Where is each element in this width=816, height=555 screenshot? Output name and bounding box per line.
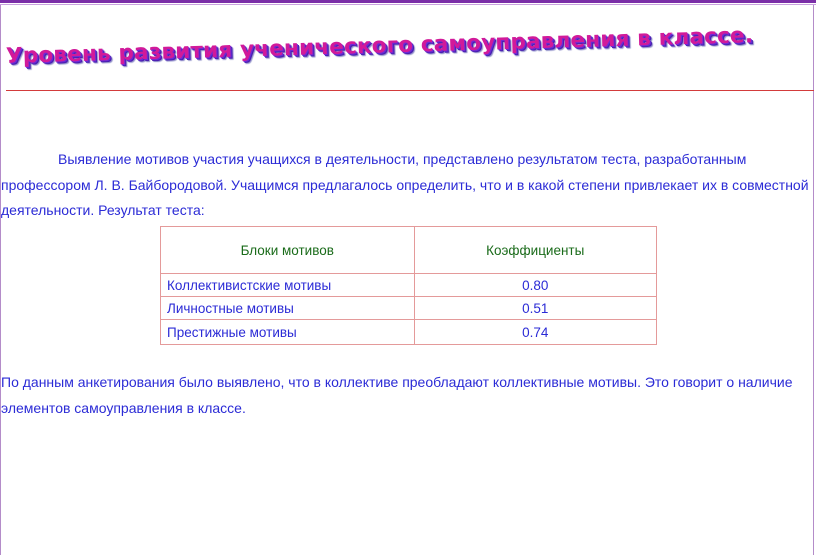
row-value: 0.74 bbox=[414, 320, 657, 345]
table-row bbox=[161, 297, 657, 320]
intro-paragraph: Выявление мотивов участия учащихся в деятельности, представлено результатом теста, разработанным профессором Л. В. Байбородовой. Учащимся предлагалось определить, что и в какой степени привлекает их в совместной деятельности. Результат теста: bbox=[1, 151, 809, 218]
page-frame-left bbox=[0, 5, 1, 555]
row-label: Коллективистские мотивы bbox=[161, 274, 415, 297]
page-frame-right bbox=[813, 5, 814, 555]
row-label: Престижные мотивы bbox=[161, 320, 415, 345]
page-title: Уровень развития ученического самоуправления в классе. bbox=[5, 23, 754, 69]
table-header-row bbox=[161, 227, 657, 274]
conclusion-paragraph: По данным анкетирования было выявлено, что в коллективе преобладают коллективные мотивы. Это говорит о наличие элементов самоуправления в классе. bbox=[1, 374, 793, 416]
motives-table bbox=[160, 226, 657, 345]
row-label: Личностные мотивы bbox=[161, 297, 415, 320]
table-row bbox=[161, 320, 657, 345]
title-divider bbox=[6, 90, 814, 91]
page-frame-top-inner bbox=[0, 4, 816, 5]
table-row bbox=[161, 274, 657, 297]
table-header-coefficients: Коэффициенты bbox=[414, 227, 657, 274]
row-value: 0.80 bbox=[414, 274, 657, 297]
row-value: 0.51 bbox=[414, 297, 657, 320]
table-header-blocks: Блоки мотивов bbox=[161, 227, 415, 274]
page-frame-top bbox=[0, 0, 816, 3]
